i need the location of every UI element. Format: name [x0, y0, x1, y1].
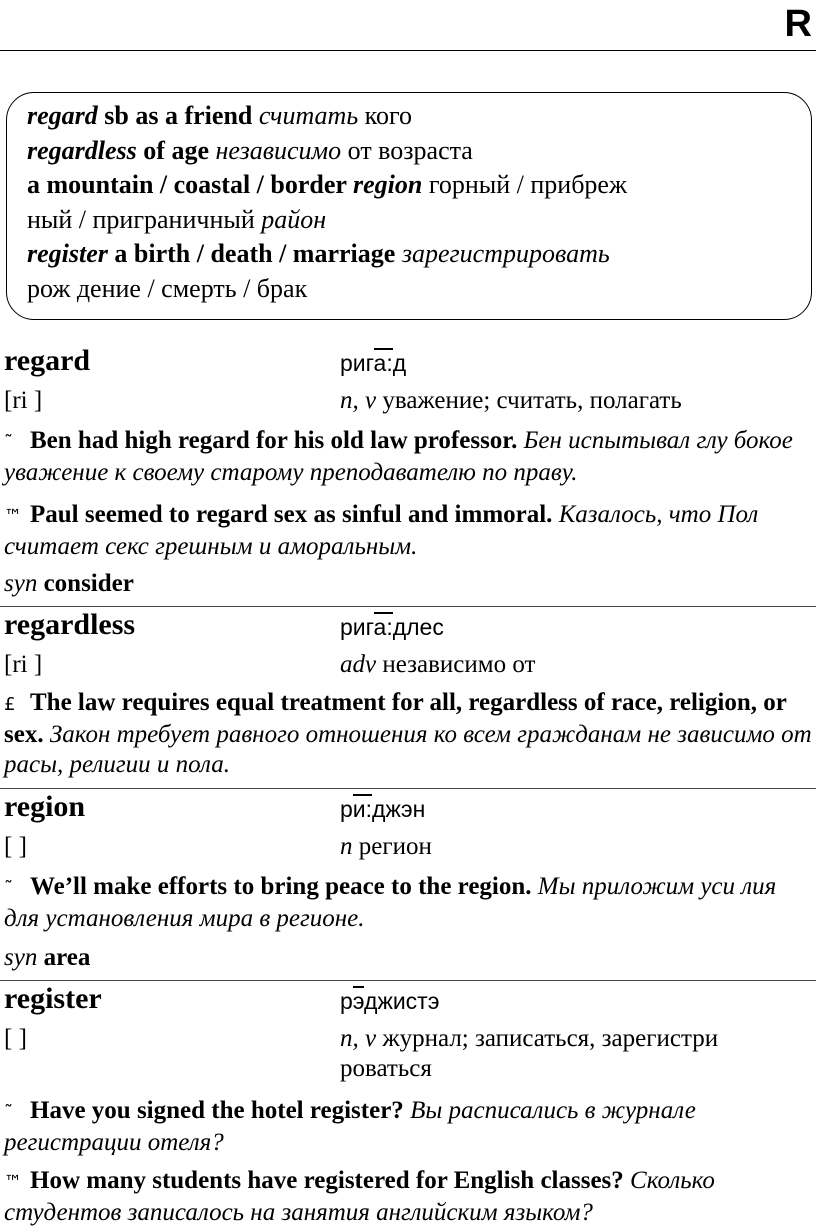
entry-divider [0, 606, 816, 607]
bullet-icon: ™ [4, 506, 22, 527]
entry-divider [0, 980, 816, 981]
phrase-line [27, 134, 811, 169]
phrase-line [27, 237, 811, 272]
ipa-transcription: [ ] [4, 833, 27, 860]
bullet-icon: ˜ [4, 878, 13, 899]
phrase-text: район [261, 204, 327, 234]
example: ˜ Ben had high regard for his old law professor. Бен испытывал глу бокое уважение к своему старому преподавателю по праву. [4, 427, 793, 486]
header-rule [0, 50, 816, 51]
phrase-text: sb as a friend [97, 101, 259, 130]
phrase-text: regard [27, 101, 98, 130]
pronunciation: рэджистэ [340, 988, 440, 1014]
headword: regardless [4, 608, 136, 641]
phrase-text: region [352, 170, 423, 200]
phrase-text: считать [258, 101, 359, 130]
example: ™ How many students have registered for English classes? Сколько студентов записалось на занятия английским языком? [4, 1167, 715, 1226]
bullet-icon: £ [4, 694, 16, 715]
entry-divider [0, 788, 816, 789]
gloss: adv независимо от [340, 651, 536, 678]
phrase-line [27, 203, 811, 238]
phrase-line [27, 272, 811, 307]
pronunciation: рига:длес [340, 614, 444, 640]
phrase-line [27, 99, 811, 134]
phrase-text: рож дение / смерть / брак [27, 273, 308, 303]
ipa-transcription: [ri ] [4, 651, 43, 678]
phrase-text: ный / приграничный [27, 204, 262, 234]
phrase-text: regardless [27, 135, 137, 165]
phrase-text: горный / прибреж [422, 170, 627, 200]
phrase-text: a mountain / coastal / border [27, 170, 353, 200]
example: ™ Paul seemed to regard sex as sinful and immoral. Казалось, что Пол считает секс грешным и аморальным. [4, 501, 759, 560]
bullet-icon: ˜ [4, 1102, 13, 1123]
gloss: n, v уважение; считать, полагать [340, 387, 682, 414]
phrase-text: зарегистрировать [401, 239, 610, 269]
phrase-text: независимо [215, 135, 342, 165]
phrase-text: кого [358, 101, 412, 130]
ipa-transcription: [ ] [4, 1025, 27, 1052]
stress-mark: а: [373, 350, 393, 376]
gloss: n регион [340, 833, 432, 860]
phrase-text: a birth / death / marriage [107, 239, 402, 269]
gloss: n, v журнал; записаться, зарегистри роваться [340, 1025, 719, 1082]
stress-mark: и: [352, 796, 373, 822]
ipa-transcription: [ri ] [4, 387, 43, 414]
example: £ The law requires equal treatment for all, regardless of race, religion, or sex. Закон требует равного отношения ко всем гражданам не зависимо от расы, религии и пола. [4, 689, 812, 778]
bullet-icon: ™ [4, 1172, 22, 1193]
stress-mark: э [352, 988, 365, 1014]
pronunciation: рига:д [340, 350, 407, 376]
example: ˜ We’ll make efforts to bring peace to the region. Мы приложим уси лия для установления мира в регионе. [4, 873, 777, 932]
bullet-icon: ˜ [4, 432, 13, 453]
phrase-text: от возраста [341, 135, 473, 165]
phrase-box [6, 92, 812, 320]
synonym: syn consider [4, 570, 134, 597]
phrase-text: register [27, 239, 108, 269]
headword: region [4, 790, 86, 823]
pronunciation: ри:джэн [340, 796, 426, 822]
headword: regard [4, 344, 91, 377]
example: ˜ Have you signed the hotel register? Вы расписались в журнале регистрации отеля? [4, 1097, 696, 1156]
phrase-text: of age [136, 135, 216, 165]
page-letter: R [784, 3, 812, 45]
headword: register [4, 982, 102, 1015]
stress-mark: а: [373, 614, 393, 640]
phrase-line [27, 168, 811, 203]
synonym: syn area [4, 944, 91, 971]
